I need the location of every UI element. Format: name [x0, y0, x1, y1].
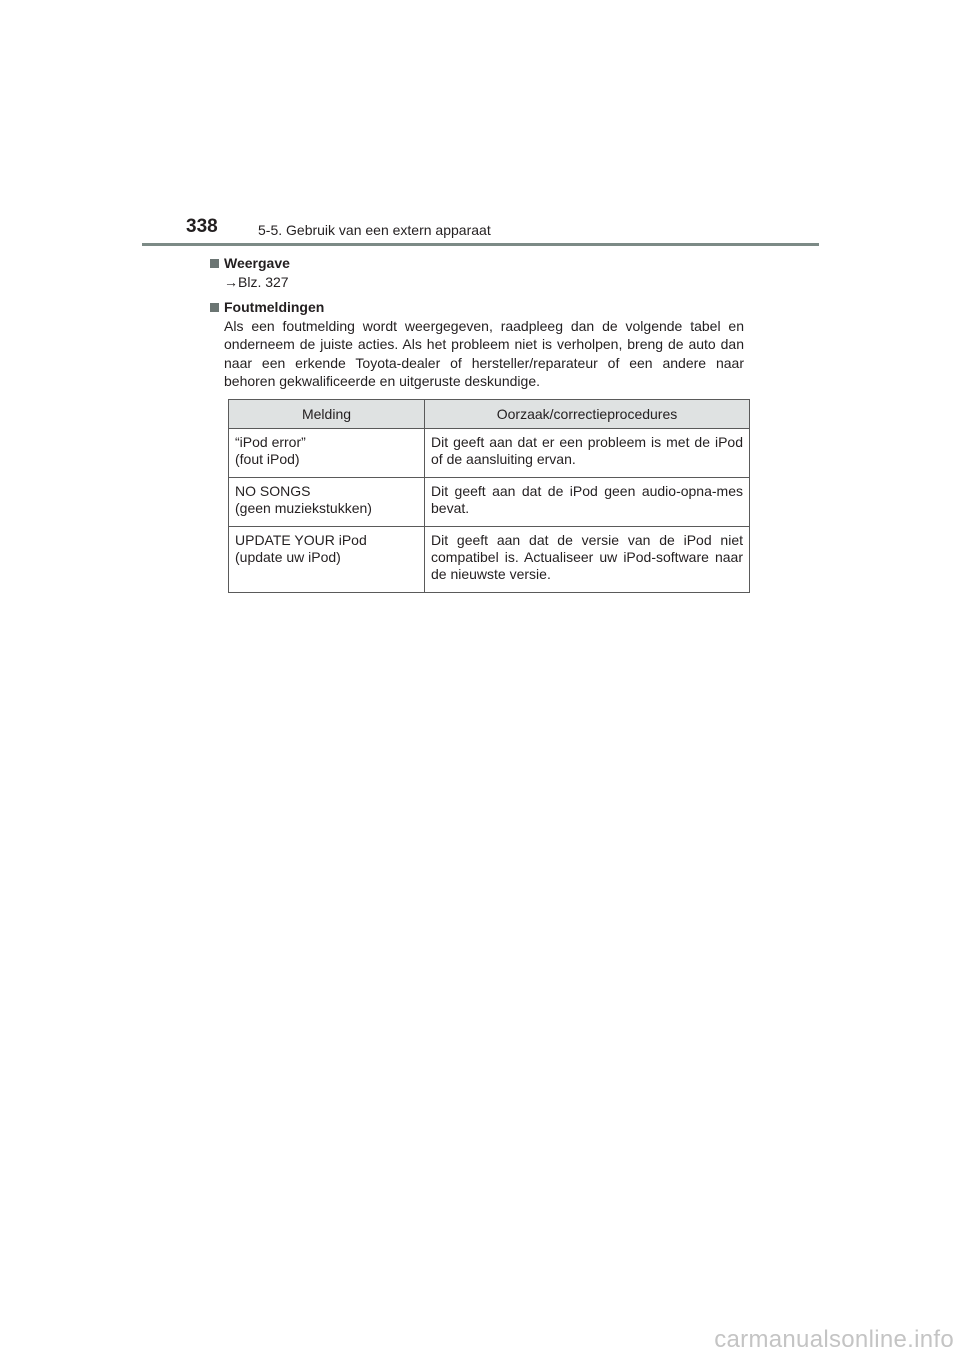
message-text: NO SONGS [235, 483, 311, 499]
message-translation: (update uw iPod) [235, 549, 341, 565]
message-cell [229, 478, 425, 527]
message-text: “iPod error” [235, 434, 306, 450]
message-cell [229, 429, 425, 478]
running-head: 5-5. Gebruik van een extern apparaat [258, 222, 491, 238]
cause-cell: Dit geeft aan dat de versie van de iPod niet compatibel is. Actualiseer uw iPod-software naar de nieuwste versie. [425, 527, 750, 593]
section-heading-text: Foutmeldingen [224, 299, 325, 315]
message-translation: (fout iPod) [235, 451, 300, 467]
square-bullet-icon [210, 303, 219, 312]
page-number: 338 [186, 216, 218, 237]
section-heading [210, 254, 750, 273]
table-row [229, 478, 750, 527]
page-reference-link[interactable]: →Blz. 327 [224, 274, 289, 290]
square-bullet-icon [210, 259, 219, 268]
section-heading [210, 298, 750, 317]
message-translation: (geen muziekstukken) [235, 500, 372, 516]
section-paragraph: Als een foutmelding wordt weergegeven, raadpleeg dan de volgende tabel en onderneem de juiste acties. Als het probleem niet is verholpen, breng de auto dan naar een erkende Toyota-dealer of hersteller/reparateur of een andere naar behoren gekwalificeerde en uitgeruste deskundige. [224, 318, 744, 389]
table-row [229, 527, 750, 593]
message-text: UPDATE YOUR iPod [235, 532, 367, 548]
table-row [229, 429, 750, 478]
column-header-cause: Oorzaak/correctieprocedures [425, 400, 750, 429]
cause-cell: Dit geeft aan dat de iPod geen audio-opna-mes bevat. [425, 478, 750, 527]
error-message-table [228, 399, 750, 593]
section-foutmeldingen-heading [210, 298, 750, 317]
header-divider [142, 243, 819, 246]
table-header-row [229, 400, 750, 429]
cause-cell: Dit geeft aan dat er een probleem is met de iPod of de aansluiting ervan. [425, 429, 750, 478]
section-weergave [210, 254, 750, 292]
column-header-message: Melding [229, 400, 425, 429]
watermark: carmanualsonline.info [714, 1326, 954, 1353]
message-cell [229, 527, 425, 593]
section-heading-text: Weergave [224, 255, 290, 271]
